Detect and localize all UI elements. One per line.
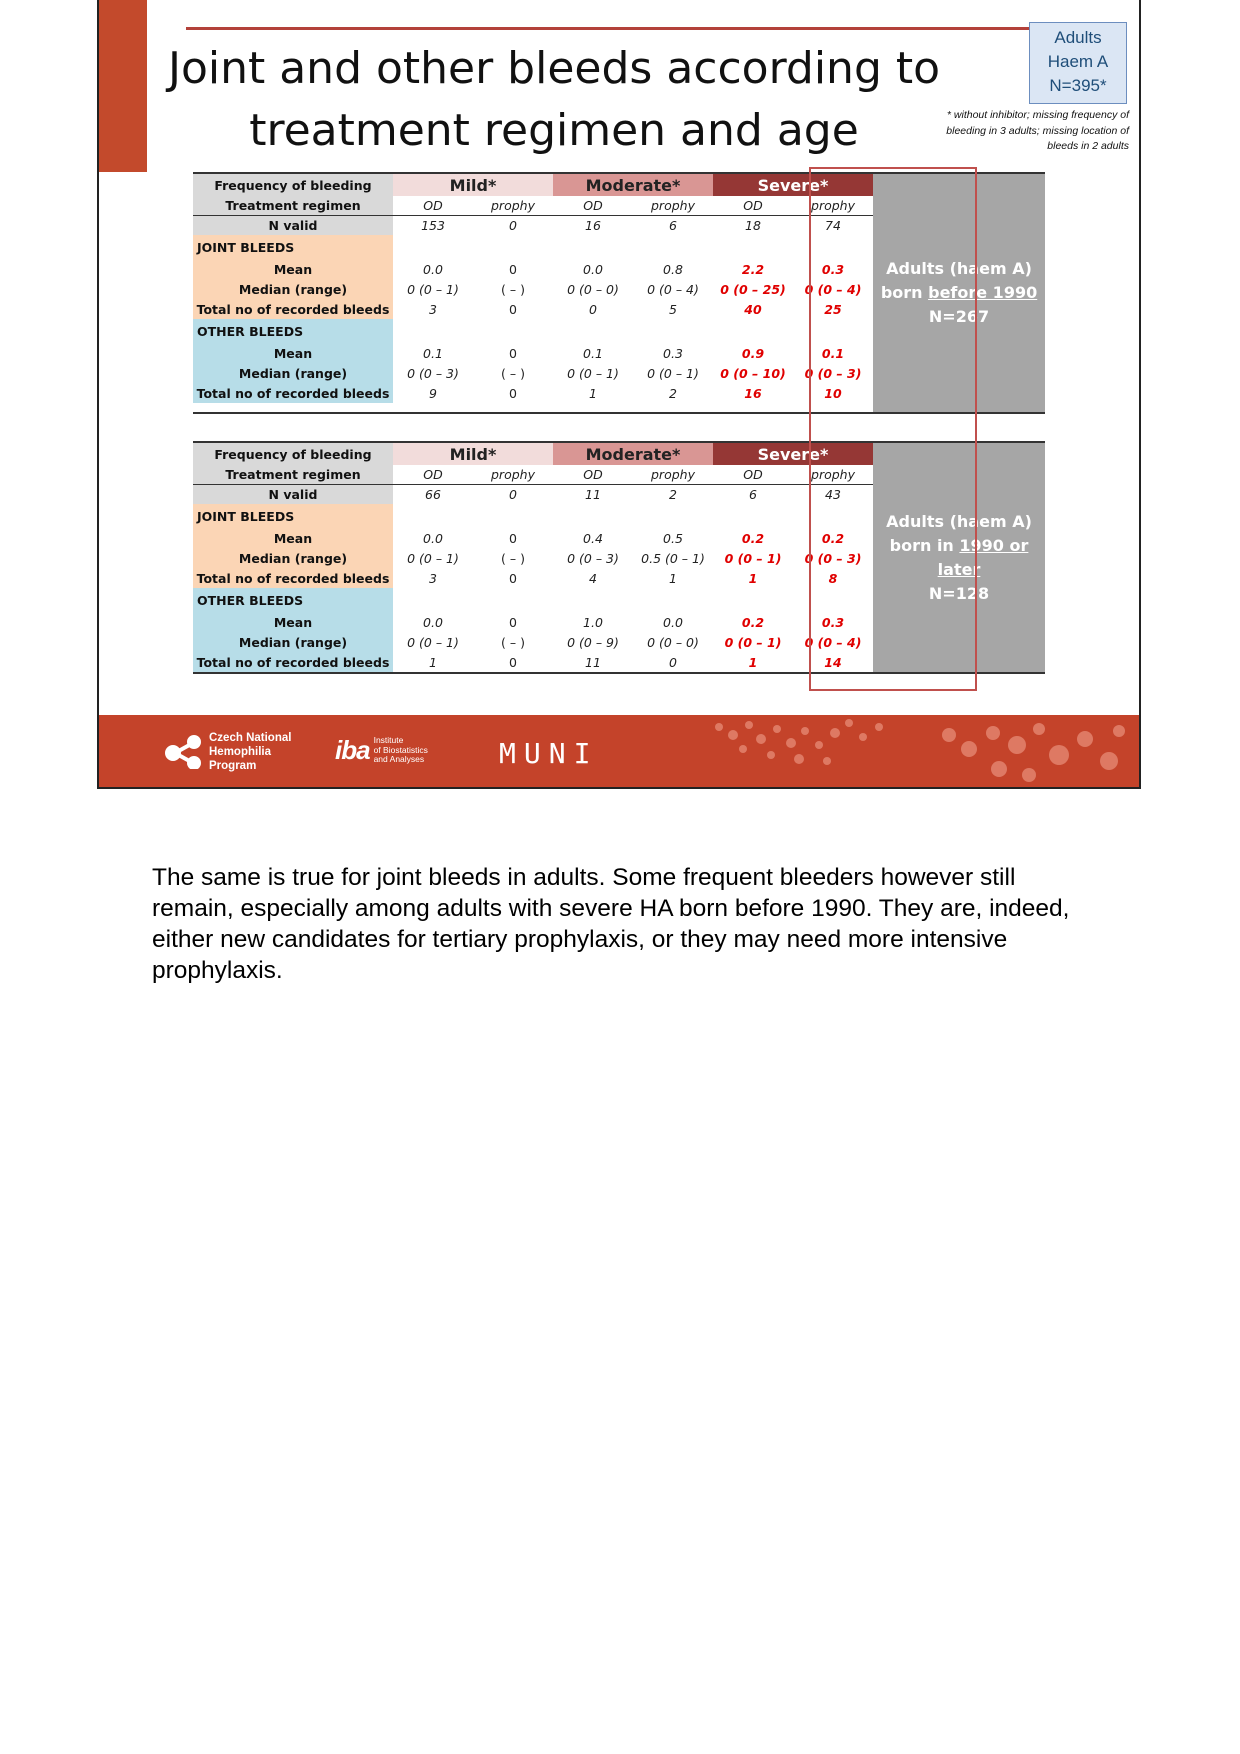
regimen-cell: prophy [473,196,553,216]
speaker-notes-text: The same is true for joint bleeds in adults. Some frequent bleeders however still remain, especially among adults with severe HA born before 1990. They are, indeed, either new candidates for tertiary prophylaxis, or they may need more intensive prophylaxis. [152,864,1070,984]
n-valid-cell: 74 [825,218,841,233]
row-label: Median (range) [193,363,393,383]
severe-value-cell: 0 (0 – 10) [720,365,786,381]
severe-value-cell: 40 [744,301,762,317]
row-label: Frequency of bleeding [193,442,393,465]
severe-value-cell: 0 (0 – 4) [804,281,862,297]
severe-value-cell: 0 (0 – 3) [804,365,862,381]
row-label: Total no of recorded bleeds [193,299,393,319]
severity-moderate-header: Moderate* [553,442,713,465]
slide-footer [99,715,1141,789]
severity-mild-header: Mild* [393,173,553,196]
table-block-born-1990-or-later [193,441,1045,674]
regimen-cell: prophy [793,465,873,485]
value-cell: 0 [509,345,517,361]
value-cell: 0 [509,530,517,546]
logo-text-line: Program [209,760,257,772]
n-valid-cell: 0 [509,487,517,502]
severe-value-cell: 0.2 [821,530,845,546]
row-label: Median (range) [193,548,393,568]
regimen-cell: prophy [473,465,553,485]
slide [97,0,1141,789]
severe-value-cell: 0.2 [741,614,765,630]
severe-value-cell: 0 (0 – 1) [724,550,782,566]
value-cell: 0 (0 – 1) [407,634,459,650]
logo-text-line: of Biostatistics [373,744,428,755]
slide-accent-bar [99,0,147,172]
regimen-cell: prophy [793,196,873,216]
side-line: Adults (haem A) [886,511,1032,531]
row-label: Mean [193,343,393,363]
row-label: Total no of recorded bleeds [193,568,393,588]
value-cell: 0.0 [423,614,443,630]
severe-value-cell: 1 [748,570,758,586]
row-label: Mean [193,528,393,548]
regimen-cell: OD [553,465,633,485]
value-cell: 4 [589,570,597,586]
value-cell: 0 [509,301,517,317]
logo-text-line: Hemophilia [209,746,271,758]
slide-title: Joint and other bleeds according to treatment regimen and age [167,43,941,156]
severe-value-cell: 0.3 [821,614,845,630]
value-cell: 0 (0 – 1) [407,550,459,566]
row-label: N valid [193,485,393,505]
value-cell: 3 [429,570,437,586]
row-label: N valid [193,216,393,236]
value-cell: 0 (0 – 4) [647,281,699,297]
side-text-underlined: before 1990 [928,283,1038,302]
muni-logo: MUNI [499,737,599,770]
severe-value-cell: 0.3 [821,261,845,277]
value-cell: 0 [509,614,517,630]
side-line [873,281,1045,305]
value-cell: 0.0 [423,261,443,277]
value-cell: 0 (0 – 1) [567,365,619,381]
value-cell: 0.0 [663,614,683,630]
value-cell: 0 [633,652,713,673]
severe-value-cell: 14 [793,652,873,673]
row-label: Median (range) [193,632,393,652]
table-row [193,442,1045,465]
footnote: * without inhibitor; missing frequency of bleeding in 3 adults; missing location of bleeds in 2 adults [946,109,1129,152]
n-valid-cell: 6 [669,218,677,233]
side-line [873,534,1045,558]
value-cell: 0 (0 – 1) [647,365,699,381]
regimen-cell: OD [393,196,473,216]
logo-text-line: Czech National [209,732,292,744]
regimen-cell: OD [393,465,473,485]
severity-mild-header: Mild* [393,442,553,465]
side-text: born [880,283,929,302]
cohort-badge [1029,22,1127,104]
value-cell: ( – ) [501,365,525,381]
value-cell: 0 [589,301,597,317]
severe-value-cell: 0 (0 – 25) [720,281,786,297]
row-label: Mean [193,612,393,632]
severe-value-cell: 1 [713,652,793,673]
value-cell: 0 (0 – 1) [407,281,459,297]
cohort-side-label [873,173,1045,413]
value-cell: 5 [669,301,677,317]
value-cell: 1.0 [583,614,603,630]
side-line: N=267 [928,307,990,326]
severe-value-cell: 25 [824,301,842,317]
value-cell: 0.4 [583,530,603,546]
severe-value-cell: 16 [744,385,762,401]
n-valid-cell: 153 [421,218,445,233]
section-other-bleeds: OTHER BLEEDS [193,588,393,612]
cnhp-logo [165,731,291,773]
severe-value-cell: 0.1 [821,345,845,361]
network-icon [165,735,203,769]
severe-value-cell: 2.2 [741,261,765,277]
regimen-cell: prophy [633,465,713,485]
iba-mark: iba [335,735,370,765]
value-cell: 0.5 (0 – 1) [641,550,705,566]
n-valid-cell: 43 [825,487,841,502]
value-cell: 0 [509,570,517,586]
cohort-side-label [873,442,1045,673]
value-cell: ( – ) [501,281,525,297]
severe-value-cell: 8 [828,570,838,586]
value-cell: 0 (0 – 3) [407,365,459,381]
n-valid-cell: 2 [669,487,677,502]
iba-logo [335,735,428,766]
regimen-cell: prophy [633,196,713,216]
severe-value-cell: 0 (0 – 4) [804,634,862,650]
value-cell: 0.3 [663,345,683,361]
value-cell: 11 [553,652,633,673]
table-block-born-before-1990 [193,172,1045,414]
regimen-cell: OD [553,196,633,216]
n-valid-cell: 16 [585,218,601,233]
value-cell: 0 (0 – 0) [567,281,619,297]
side-text-underlined: later [937,559,981,579]
value-cell: 3 [429,301,437,317]
value-cell: 9 [429,385,437,401]
title-rule [186,27,1122,30]
severe-value-cell: 0.2 [741,530,765,546]
value-cell: 0 (0 – 3) [567,550,619,566]
table-row [193,173,1045,196]
value-cell: 1 [393,652,473,673]
row-label: Treatment regimen [193,196,393,216]
section-joint-bleeds: JOINT BLEEDS [193,235,393,259]
regimen-cell: OD [713,196,793,216]
value-cell: ( – ) [501,550,525,566]
value-cell: 0 (0 – 0) [647,634,699,650]
side-text: born in [889,535,960,555]
value-cell: 0 [509,261,517,277]
value-cell: 0.0 [583,261,603,277]
cnhp-logo-text [209,731,291,773]
section-other-bleeds: OTHER BLEEDS [193,319,393,343]
logo-text-line: Institute [373,735,404,746]
row-label: Total no of recorded bleeds [193,383,393,403]
value-cell: 0.0 [423,530,443,546]
value-cell: ( – ) [501,634,525,650]
decorative-dots [699,715,1141,789]
side-line: Adults (haem A) [886,259,1032,278]
bleeds-table [193,441,1045,674]
bleeds-table [193,172,1045,414]
severity-moderate-header: Moderate* [553,173,713,196]
n-valid-cell: 6 [749,487,757,502]
logo-text-line: and Analyses [373,754,425,765]
badge-line: Haem A [1047,52,1109,71]
row-label: Frequency of bleeding [193,173,393,196]
severity-severe-header: Severe* [713,173,873,196]
side-line [873,558,1045,582]
value-cell: 1 [669,570,677,586]
side-line: N=128 [928,583,990,603]
iba-logo-text [374,736,428,765]
value-cell: 0.8 [663,261,683,277]
n-valid-cell: 66 [425,487,441,502]
value-cell: 1 [589,385,597,401]
badge-line: N=395* [1049,76,1107,95]
value-cell: 0.5 [663,530,683,546]
row-label: Mean [193,259,393,279]
value-cell: 2 [669,385,677,401]
badge-line: Adults [1054,28,1102,47]
n-valid-cell: 11 [585,487,601,502]
value-cell: 0 (0 – 9) [567,634,619,650]
n-valid-cell: 18 [745,218,761,233]
n-valid-cell: 0 [509,218,517,233]
severe-value-cell: 0.9 [741,345,765,361]
side-text-underlined: 1990 or [959,535,1029,555]
section-joint-bleeds: JOINT BLEEDS [193,504,393,528]
severe-value-cell: 0 (0 – 1) [724,634,782,650]
value-cell: 0 [473,652,553,673]
row-label: Median (range) [193,279,393,299]
severity-severe-header: Severe* [713,442,873,465]
severe-value-cell: 0 (0 – 3) [804,550,862,566]
row-label: Total no of recorded bleeds [193,652,393,673]
row-label: Treatment regimen [193,465,393,485]
value-cell: 0 [509,385,517,401]
severe-value-cell: 10 [824,385,842,401]
value-cell: 0.1 [583,345,603,361]
regimen-cell: OD [713,465,793,485]
value-cell: 0.1 [423,345,443,361]
